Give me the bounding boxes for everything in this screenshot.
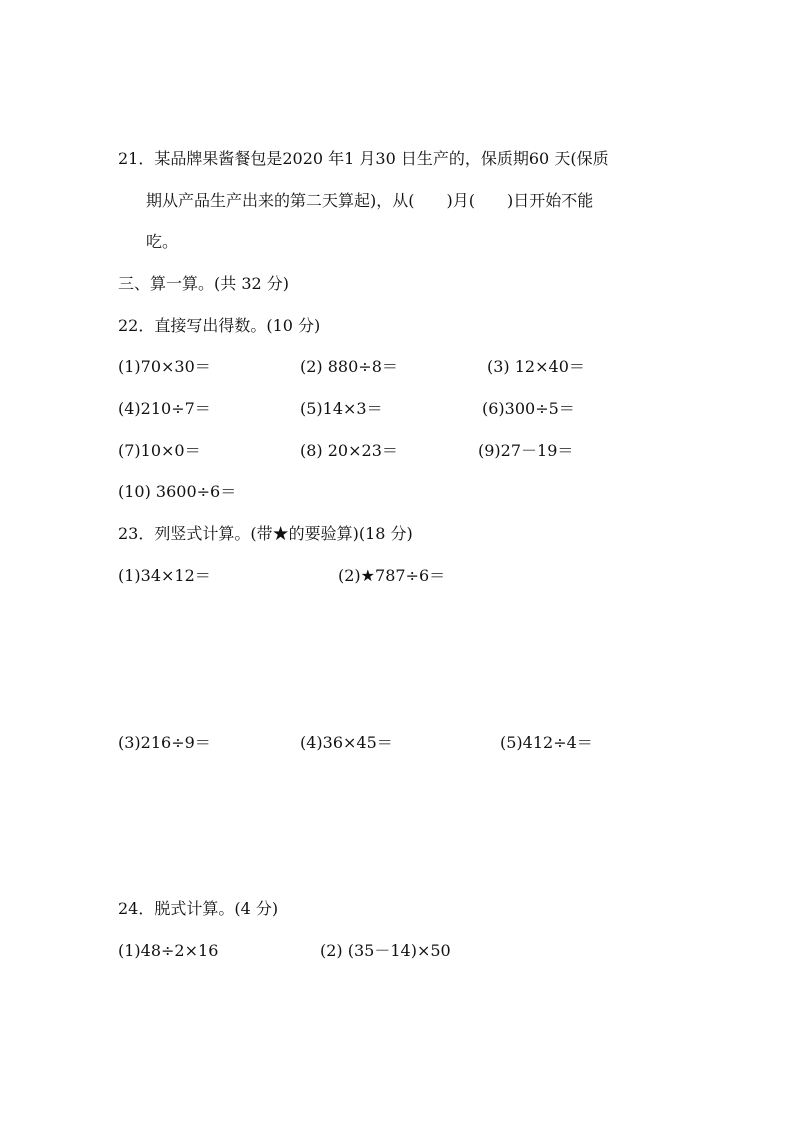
q24-item-1: (1)48÷2×16 [118,941,219,960]
q23-item-4: (4)36×45＝ [300,733,393,752]
q24-item-2: (2) (35－14)×50 [320,941,451,960]
q21-text-line-2: 期从产品生产出来的第二天算起)，从( )月( )日开始不能 [146,191,594,210]
q22-item-9: (9)27－19＝ [478,441,574,460]
q23-item-1: (1)34×12＝ [118,566,211,585]
q22-item-6: (6)300÷5＝ [482,399,575,418]
q23-item-2: (2)★787÷6＝ [338,566,446,585]
q22-item-5: (5)14×3＝ [300,399,383,418]
q22-item-2: (2) 880÷8＝ [300,357,398,376]
q22-item-1: (1)70×30＝ [118,357,211,376]
q23-item-5: (5)412÷4＝ [500,733,593,752]
section-3-heading: 三、算一算。(共 32 分) [118,274,290,293]
q22-item-7: (7)10×0＝ [118,441,201,460]
q23-title: 23．列竖式计算。(带★的要验算)(18 分) [118,524,413,543]
q21-text-line-1: 21．某品牌果酱餐包是2020 年1 月30 日生产的，保质期60 天(保质 [118,149,609,168]
q22-item-8: (8) 20×23＝ [300,441,398,460]
q22-item-4: (4)210÷7＝ [118,399,211,418]
q23-item-3: (3)216÷9＝ [118,733,211,752]
q21-text-line-3: 吃。 [146,232,179,251]
q22-item-10: (10) 3600÷6＝ [118,482,237,501]
q22-item-3: (3) 12×40＝ [487,357,585,376]
q22-title: 22．直接写出得数。(10 分) [118,316,321,335]
q24-title: 24．脱式计算。(4 分) [118,899,279,918]
